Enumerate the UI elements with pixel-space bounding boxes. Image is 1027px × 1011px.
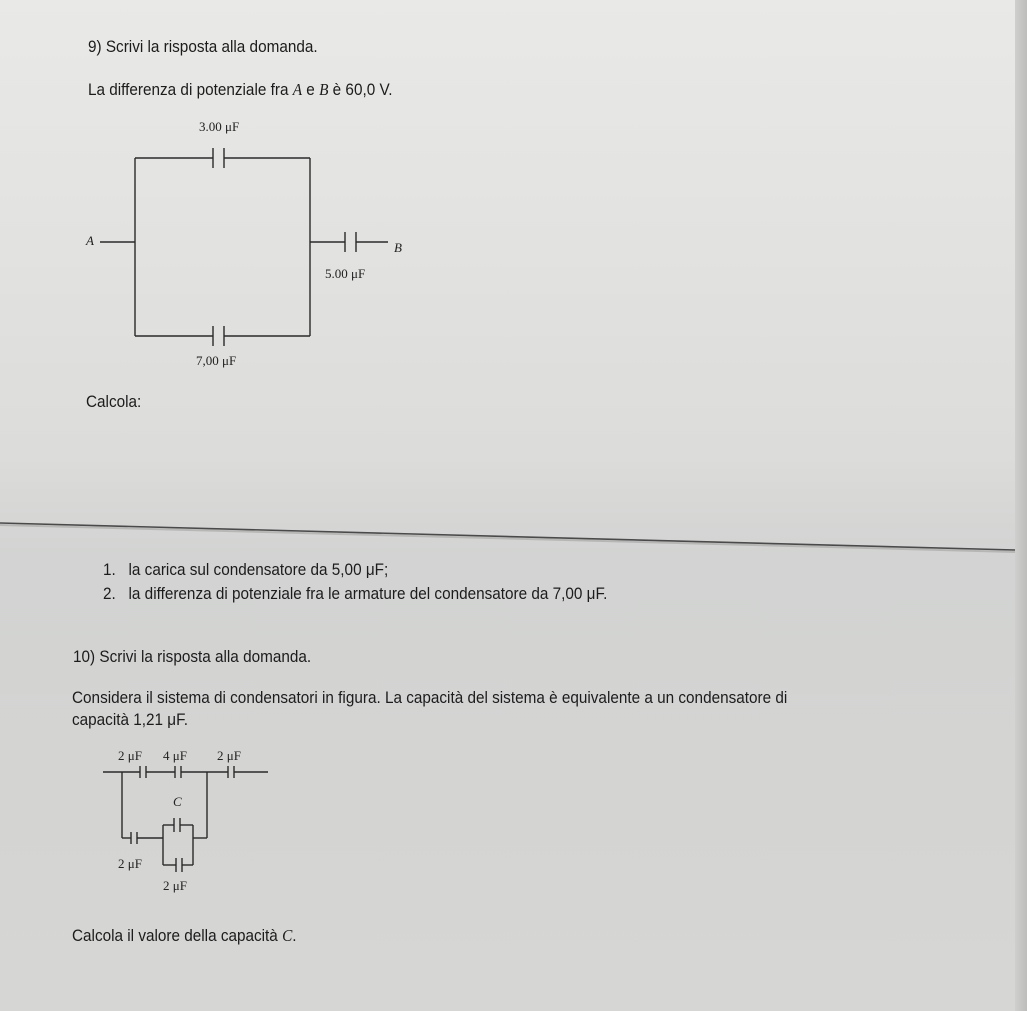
- q9-node-b: B: [394, 240, 402, 255]
- q9-statement-mid: e: [302, 80, 320, 99]
- q10-statement-line1: Considera il sistema di condensatori in figura. La capacità del sistema è equivalente a un condensatore di: [72, 688, 788, 707]
- q10-question-post: .: [292, 926, 297, 945]
- q9-point-b: B: [319, 80, 329, 99]
- q10-question-pre: Calcola il valore della capacità: [72, 926, 283, 945]
- q10-label-cap-5: 2 μF: [163, 878, 187, 893]
- q9-label-top-capacitor: 3.00 μF: [199, 119, 240, 134]
- q10-statement-line2: capacità 1,21 μF.: [72, 710, 188, 729]
- q10-label-cap-3: 2 μF: [217, 748, 241, 763]
- q10-question: [72, 926, 297, 946]
- q9-statement-post: è 60,0 V.: [328, 80, 393, 99]
- q10-label-cap-c: C: [173, 794, 182, 809]
- q9-point-a: A: [292, 80, 303, 99]
- q9-node-a: A: [86, 233, 94, 248]
- q9-calcola: Calcola:: [86, 392, 142, 411]
- q10-label-cap-4: 2 μF: [118, 856, 142, 871]
- page-right-edge: [1015, 0, 1027, 1011]
- q9-label-bottom-capacitor: 7,00 μF: [196, 353, 237, 368]
- q9-item-2-number: 2.: [103, 584, 116, 603]
- q9-item-2-text: la differenza di potenziale fra le armature del condensatore da 7,00 μF.: [128, 584, 608, 603]
- q10-question-var: C: [282, 926, 293, 945]
- q10-heading: 10) Scrivi la risposta alla domanda.: [73, 647, 312, 666]
- q9-statement-pre: La differenza di potenziale fra: [88, 80, 293, 99]
- q9-item-1-text: la carica sul condensatore da 5,00 μF;: [128, 560, 389, 579]
- q9-heading: 9) Scrivi la risposta alla domanda.: [88, 37, 318, 56]
- q9-label-right-capacitor: 5.00 μF: [325, 266, 366, 281]
- q10-label-cap-1: 2 μF: [118, 748, 142, 763]
- q10-label-cap-2: 4 μF: [163, 748, 187, 763]
- q9-item-1-number: 1.: [103, 560, 116, 579]
